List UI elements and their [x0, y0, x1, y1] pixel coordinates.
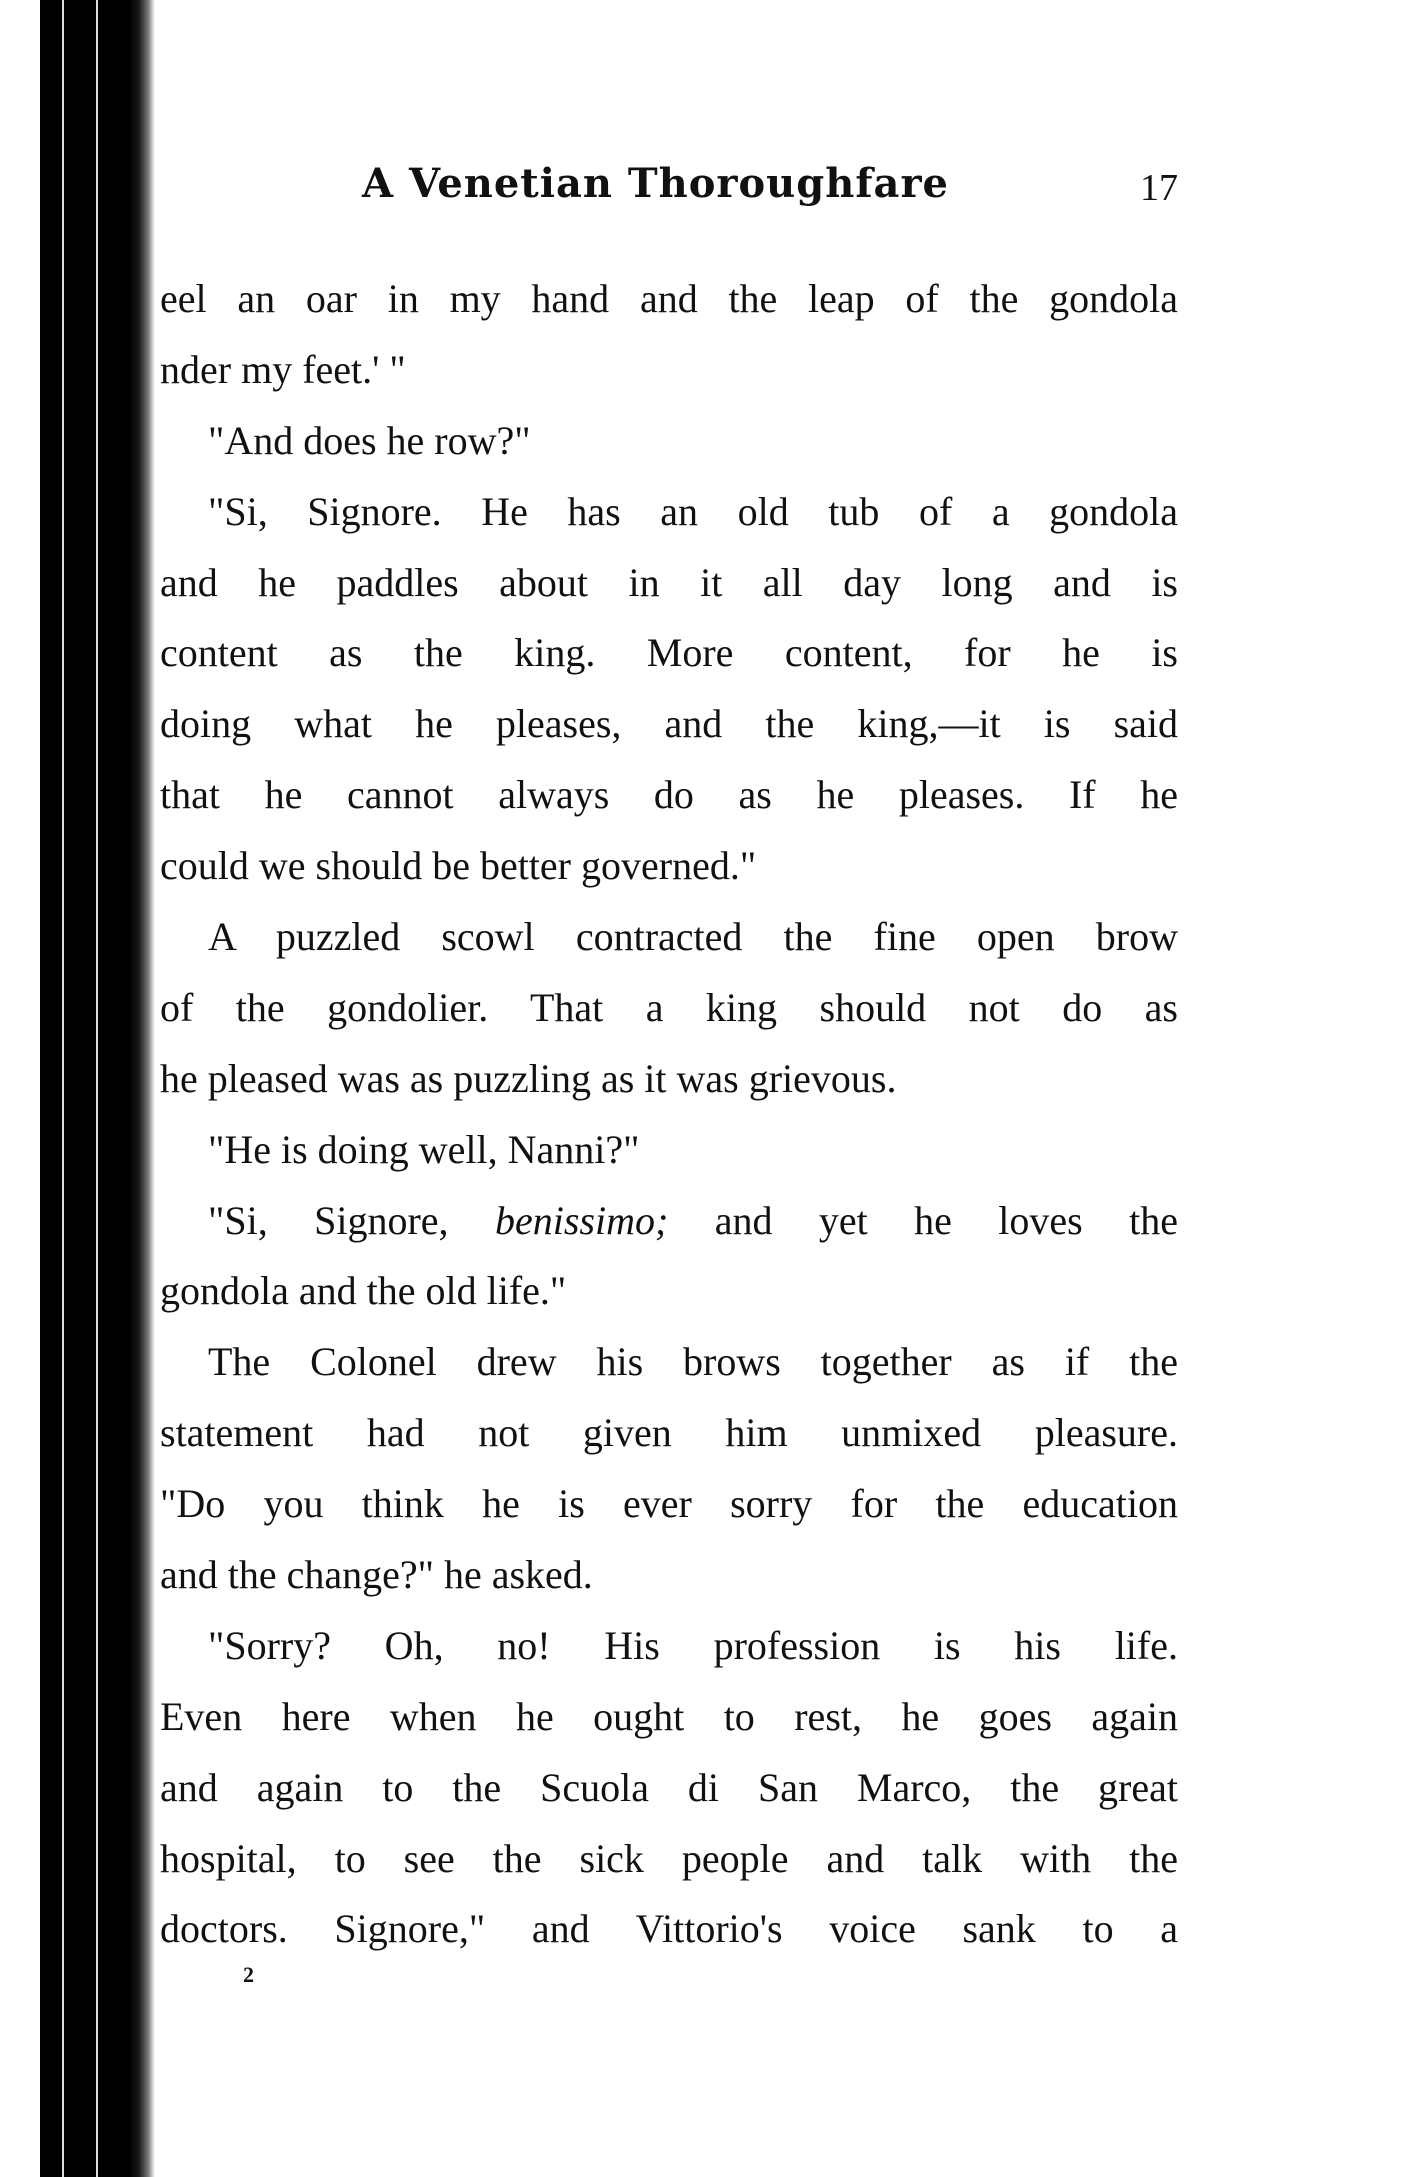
text-line: doctors. Signore," and Vittorio's voice sank to a	[160, 1906, 1178, 1952]
text-line: eel an oar in my hand and the leap of the gondola	[160, 276, 1178, 321]
text-line: "And does he row?"	[208, 417, 531, 463]
text-line: content as the king. More content, for he is	[160, 630, 1178, 676]
text-line-mixed	[160, 1186, 1178, 1257]
signature-mark: 2	[243, 1962, 254, 1987]
text-line: doing what he pleases, and the king,—it is said	[160, 701, 1178, 747]
text-line: nder my feet.' "	[160, 346, 406, 392]
text-line: of the gondolier. That a king should not do as	[160, 984, 1178, 1030]
text-line: and the change?" he asked.	[160, 1552, 593, 1598]
text-line: he pleased was as puzzling as it was grievous.	[160, 1055, 897, 1101]
page-header	[160, 160, 1178, 220]
text-line: that he cannot always do as he pleases. If he	[160, 772, 1178, 818]
text-line: statement had not given him unmixed pleasure.	[160, 1410, 1178, 1456]
text-line: "He is doing well, Nanni?"	[208, 1126, 640, 1172]
text-segment: "Si, Signore,	[208, 1197, 495, 1243]
text-line: and he paddles about in it all day long and is	[160, 559, 1178, 605]
gutter-line	[96, 0, 98, 2177]
text-line: A puzzled scowl contracted the fine open brow	[208, 914, 1178, 960]
gutter-line	[62, 0, 64, 2177]
page-number: 17	[1140, 167, 1178, 209]
text-line: "Si, Signore. He has an old tub of a gondola	[208, 488, 1178, 534]
text-line: and again to the Scuola di San Marco, the great	[160, 1764, 1178, 1810]
italic-word: benissimo;	[494, 1197, 669, 1243]
text-line: "Do you think he is ever sorry for the education	[160, 1481, 1178, 1527]
text-line: Even here when he ought to rest, he goes again	[160, 1693, 1178, 1739]
text-segment: and yet he loves the	[668, 1197, 1178, 1243]
text-line: The Colonel drew his brows together as if the	[208, 1339, 1178, 1385]
running-title: A Venetian Thoroughfare	[362, 160, 949, 207]
text-line: could we should be better governed."	[160, 843, 757, 889]
body-text	[160, 264, 1178, 1965]
text-line: "Sorry? Oh, no! His profession is his life.	[208, 1622, 1178, 1668]
text-line: gondola and the old life."	[160, 1268, 567, 1314]
text-line: hospital, to see the sick people and talk with the	[160, 1835, 1178, 1881]
